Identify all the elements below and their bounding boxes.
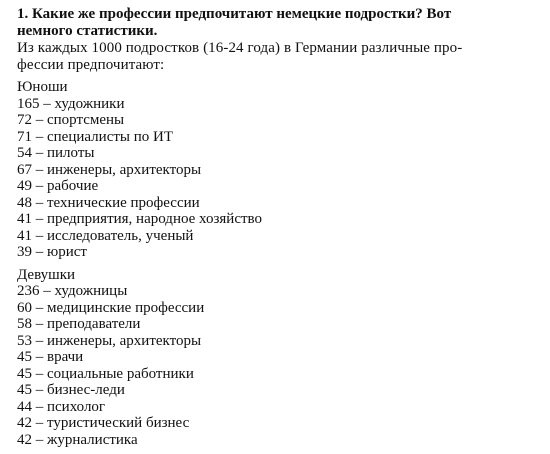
list-item: 67 – инженеры, архитекторы <box>17 161 202 178</box>
list-item: 54 – пилоты <box>17 145 95 161</box>
list-item: 71 – специалисты по ИТ <box>17 128 174 145</box>
list-item: 236 – художницы <box>17 283 128 299</box>
intro-line-2: фессии предпочитают: <box>17 56 165 73</box>
intro-line-1: Из каждых 1000 подростков (16-24 года) в Германии различные про- <box>17 40 463 56</box>
list-item: 39 – юрист <box>17 244 87 260</box>
list-item: 41 – предприятия, народное хозяйство <box>17 211 263 227</box>
list-item: 42 – туристический бизнес <box>17 415 190 431</box>
list-item: 58 – преподаватели <box>17 316 141 332</box>
boys-list <box>17 96 537 261</box>
girls-section-title: Девушки <box>17 266 76 283</box>
list-item: 45 – врачи <box>17 349 84 365</box>
intro-paragraph <box>17 40 537 73</box>
list-item: 41 – исследователь, ученый <box>17 227 194 244</box>
document-page <box>17 6 537 448</box>
list-item: 49 – рабочие <box>17 178 99 194</box>
girls-list <box>17 283 537 448</box>
list-item: 165 – художники <box>17 95 125 112</box>
heading-line-1: 1. Какие же профессии предпочитают немецкие подростки? Вот <box>17 6 452 22</box>
list-item: 45 – социальные работники <box>17 365 194 382</box>
boys-section-title: Юноши <box>17 79 68 95</box>
list-item: 53 – инженеры, архитекторы <box>17 332 202 349</box>
list-item: 72 – спортсмены <box>17 112 125 128</box>
list-item: 45 – бизнес-леди <box>17 382 125 398</box>
list-item: 44 – психолог <box>17 398 106 415</box>
exercise-heading <box>17 6 537 40</box>
heading-line-2: немного статистики. <box>17 23 158 39</box>
list-item: 60 – медицинские профессии <box>17 299 205 316</box>
list-item: 48 – технические профессии <box>17 194 200 211</box>
list-item: 42 – журналистика <box>17 431 138 448</box>
